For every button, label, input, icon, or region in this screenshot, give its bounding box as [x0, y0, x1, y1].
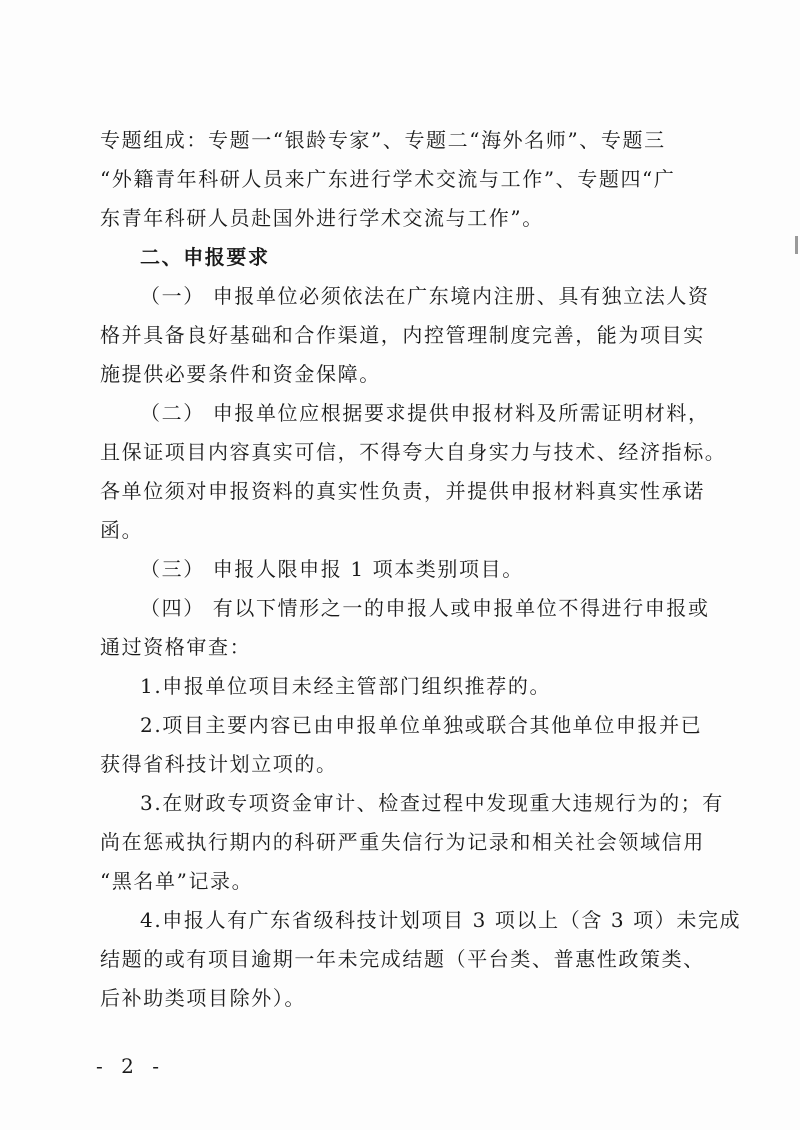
text-line: （二） 申报单位应根据要求提供申报材料及所需证明材料，: [140, 401, 710, 425]
section-heading: 二、申报要求: [140, 245, 270, 269]
text-line: 4.申报人有广东省级科技计划项目 3 项以上（含 3 项）未完成: [140, 908, 742, 932]
text-line: 1.申报单位项目未经主管部门组织推荐的。: [140, 674, 552, 698]
text-line: （一） 申报单位必须依法在广东境内注册、具有独立法人资: [140, 284, 710, 308]
text-line: 结题的或有项目逾期一年未完成结题（平台类、普惠性政策类、: [100, 947, 705, 971]
text-line: 获得省科技计划立项的。: [100, 752, 338, 776]
text-line: 2.项目主要内容已由申报单位单独或联合其他单位申报并已: [140, 713, 703, 737]
text-line: 函。: [100, 518, 144, 542]
text-line: 且保证项目内容真实可信，不得夸大自身实力与技术、经济指标。: [100, 440, 727, 464]
text-line: （四） 有以下情形之一的申报人或申报单位不得进行申报或: [140, 596, 710, 620]
text-line: 施提供必要条件和资金保障。: [100, 362, 381, 386]
scan-edge-mark: [795, 236, 798, 254]
text-line: 专题组成：专题一“银龄专家”、专题二“海外名师”、专题三: [100, 128, 666, 152]
text-line: 通过资格审查：: [100, 635, 252, 659]
text-line: 尚在惩戒执行期内的科研严重失信行为记录和相关社会领域信用: [100, 830, 705, 854]
text-line: “黑名单”记录。: [100, 869, 254, 893]
text-line: （三） 申报人限申报 1 项本类别项目。: [140, 557, 524, 581]
document-body: [100, 121, 742, 1018]
text-line: 各单位须对申报资料的真实性负责，并提供申报材料真实性承诺: [100, 479, 705, 503]
text-line: 3.在财政专项资金审计、检查过程中发现重大违规行为的；有: [140, 791, 724, 815]
page-number: - 2 -: [96, 1054, 165, 1078]
text-line: “外籍青年科研人员来广东进行学术交流与工作”、专题四“广: [100, 167, 676, 191]
text-line: 东青年科研人员赴国外进行学术交流与工作”。: [100, 206, 544, 230]
text-line: 后补助类项目除外）。: [100, 986, 306, 1010]
text-line: 格并具备良好基础和合作渠道，内控管理制度完善，能为项目实: [100, 323, 705, 347]
